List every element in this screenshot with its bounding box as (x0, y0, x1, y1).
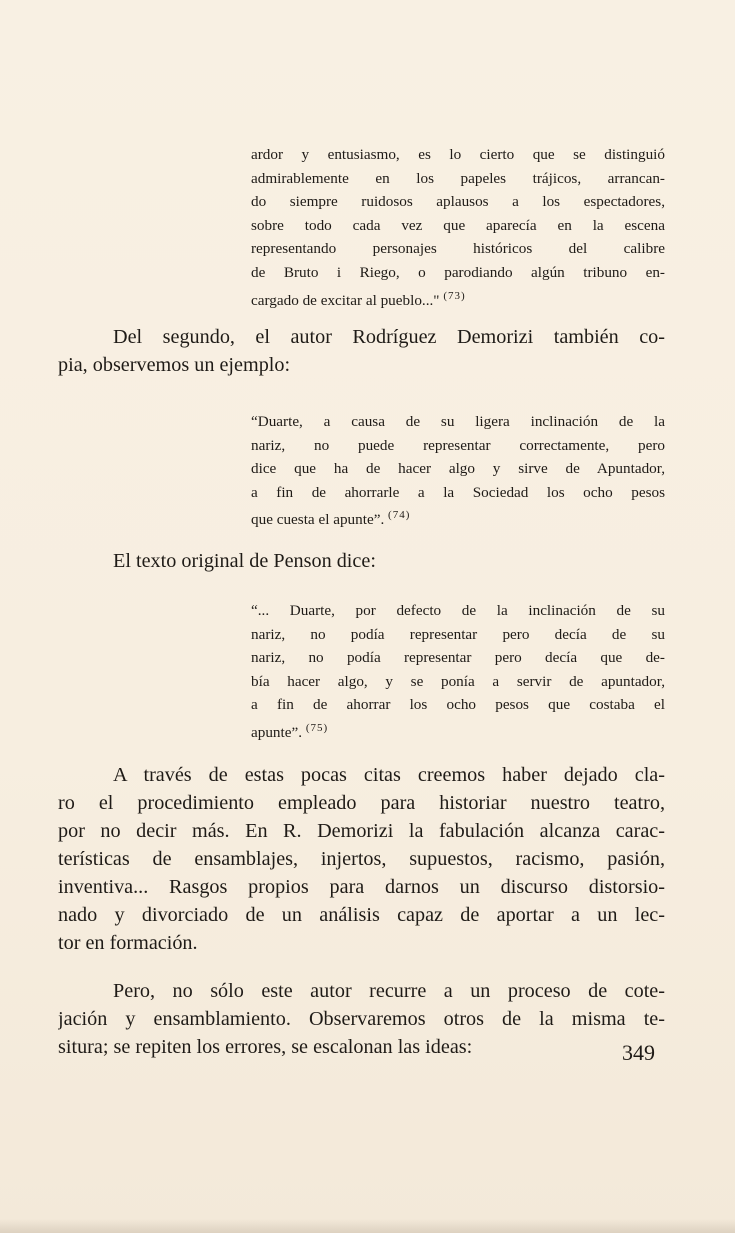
quote-line: representando personajes históricos del calibre (251, 240, 665, 258)
page-number: 349 (622, 1040, 655, 1065)
quote-line: do siempre ruidosos aplausos a los espectadores, (251, 193, 665, 211)
quote-line: dice que ha de hacer algo y sirve de Apuntador, (251, 460, 665, 478)
quote-line: nariz, no puede representar correctamente, pero (251, 436, 665, 454)
page-edge-shadow (0, 1219, 735, 1233)
footnote-ref-74: (74) (388, 509, 411, 522)
quote-line: sobre todo cada vez que aparecía en la escena (251, 216, 665, 234)
paragraph-line: pia, observemos un ejemplo: (58, 354, 291, 376)
paragraph-line: tor en formación. (58, 932, 198, 954)
quote-line: admirablemente en los papeles trájicos, arrancan- (251, 169, 665, 187)
block-quote-3 (251, 599, 665, 741)
quote-line: ardor y entusiasmo, es lo cierto que se distinguió (251, 146, 665, 163)
paragraph-line: jación y ensamblamiento. Observaremos otros de la misma te- (58, 1008, 665, 1030)
block-quote-2 (251, 410, 665, 528)
paragraph-line: inventiva... Rasgos propios para darnos un discurso distorsio- (58, 876, 665, 898)
quote-line: a fin de ahorrar los ocho pesos que costaba el (251, 696, 665, 714)
paragraph-1 (58, 323, 665, 379)
quote-line: bía hacer algo, y se ponía a servir de apuntador, (251, 672, 665, 690)
paragraph-line: por no decir más. En R. Demorizi la fabulación alcanza carac- (58, 820, 665, 842)
paragraph-line: situra; se repiten los errores, se escalonan las ideas: (58, 1036, 473, 1058)
quote-line: nariz, no podía representar pero decía de su (251, 625, 665, 643)
paragraph-line: Pero, no sólo este autor recurre a un proceso de cote- (113, 980, 665, 1002)
quote-line-text: cargado de excitar al pueblo..." (251, 291, 440, 309)
quote-line: de Bruto i Riego, o parodiando algún tribuno en- (251, 263, 665, 281)
paragraph-line: ro el procedimiento empleado para historiar nuestro teatro, (58, 792, 665, 814)
paragraph-line: terísticas de ensamblajes, injertos, supuestos, racismo, pasión, (58, 848, 665, 870)
paragraph-4 (58, 977, 665, 1061)
paragraph-2 (113, 547, 665, 575)
quote-line: a fin de ahorrarle a la Sociedad los ocho pesos (251, 483, 665, 501)
paragraph-line: nado y divorciado de un análisis capaz de aportar a un lec- (58, 904, 665, 926)
paragraph-3 (58, 761, 665, 957)
quote-line (251, 717, 665, 741)
block-quote-1 (251, 143, 665, 308)
paragraph-line: A través de estas pocas citas creemos haber dejado cla- (113, 764, 665, 786)
quote-line-text: apunte”. (251, 723, 303, 741)
quote-line: nariz, no podía representar pero decía que de- (251, 649, 665, 667)
footnote-ref-75: (75) (305, 721, 329, 734)
quote-line: “... Duarte, por defecto de la inclinación de su (251, 602, 665, 619)
quote-line (251, 504, 665, 528)
quote-line (251, 285, 665, 309)
paragraph-line: Del segundo, el autor Rodríguez Demorizi también co- (113, 326, 665, 348)
footnote-ref-73: (73) (443, 289, 466, 302)
quote-line-text: que cuesta el apunte”. (251, 511, 385, 528)
quote-line: “Duarte, a causa de su ligera inclinación de la (251, 413, 665, 430)
paragraph-line: El texto original de Penson dice: (113, 550, 376, 572)
